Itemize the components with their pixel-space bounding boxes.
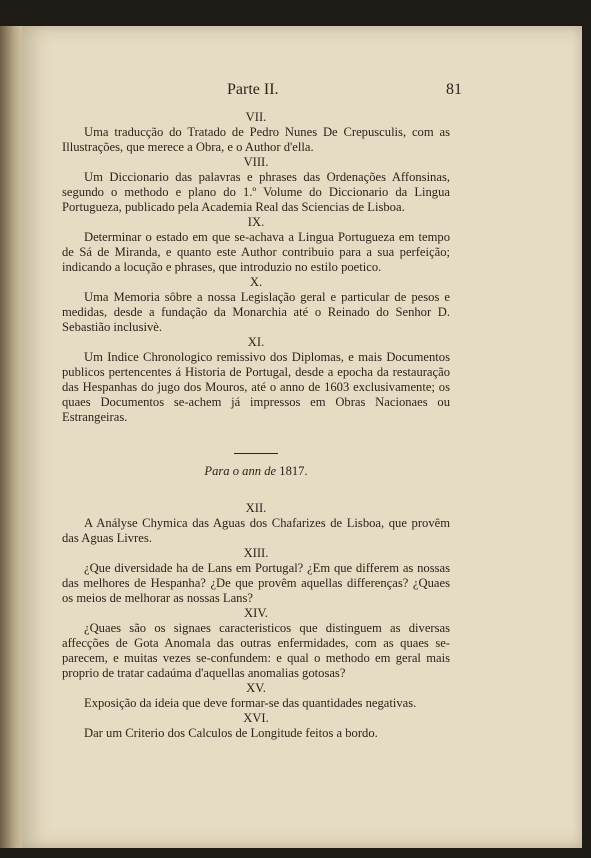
entry-x xyxy=(62,275,450,335)
entry-text: A Anályse Chymica das Aguas dos Chafarizes de Lisboa, que provêm das Aguas Livres. xyxy=(62,516,450,545)
page-number: 81 xyxy=(446,81,462,98)
entry-text: Dar um Criterio dos Calculos de Longitude feitos a bordo. xyxy=(84,726,378,740)
section-heading xyxy=(62,464,450,479)
section-divider xyxy=(234,453,278,454)
entry-text: Exposição da ideia que deve formar-se das quantidades negativas. xyxy=(84,696,417,710)
running-header xyxy=(62,81,462,108)
entries-group-1 xyxy=(62,110,450,425)
entry-number: IX. xyxy=(247,215,265,229)
section-label: Para o ann de xyxy=(204,464,277,478)
section-year: 1817. xyxy=(279,464,308,478)
entry-text: ¿Quaes são os signaes caracteristicos que distinguem as diversas affecções de Gota Anomala das outras enfermidades, com as quaes se-parecem, e muitas vezes se-confundem: e qual o methodo em geral mais proprio de tratar cadaúma d'aquellas anomalias gotosas? xyxy=(62,621,450,680)
entry-xii xyxy=(62,501,450,546)
entry-text: Determinar o estado em que se-achava a Lingua Portugueza em tempo de Sá de Miranda, e quanto este Author contribuio para a sua perfeição; indicando a locução e phrases, que introduzio no estilo poetico. xyxy=(62,230,450,274)
entry-viii xyxy=(62,155,450,215)
page-content xyxy=(62,81,462,741)
entry-vii xyxy=(62,110,450,155)
entry-number: XI. xyxy=(247,335,265,349)
entry-number: VIII. xyxy=(243,155,269,169)
entry-text: Um Indice Chronologico remissivo dos Diplomas, e mais Documentos publicos pertencentes á Historia de Portugal, desde a epocha da restauração das Hespanhas do jugo dos Mouros, até o anno de 1603 exclusivamente; os quaes Documentos se-achem já impressos em Obras Nacionaes ou Estrangeiras. xyxy=(62,350,450,424)
entry-xvi xyxy=(62,711,450,741)
entry-number: XIII. xyxy=(243,546,269,560)
entries-group-2 xyxy=(62,501,450,741)
entry-number: XII. xyxy=(245,501,267,515)
entry-xv xyxy=(62,681,450,711)
entry-number: X. xyxy=(249,275,263,289)
entry-ix xyxy=(62,215,450,275)
entry-number: XV. xyxy=(246,681,266,695)
entry-xi xyxy=(62,335,450,425)
entry-text: Uma Memoria sôbre a nossa Legislação geral e particular de pesos e medidas, desde a fundação da Monarchia até o Reinado do Senhor D. Sebastião inclusivè. xyxy=(62,290,450,334)
entry-text: Uma traducção do Tratado de Pedro Nunes De Crepusculis, com as Illustrações, que merece a Obra, e o Author d'ella. xyxy=(62,125,450,154)
entry-xiv xyxy=(62,606,450,681)
part-title: Parte II. xyxy=(227,81,279,98)
entry-text: Um Diccionario das palavras e phrases das Ordenações Affonsinas, segundo o methodo e plano do 1.º Volume do Diccionario da Lingua Portugueza, publicado pela Academia Real das Sciencias de Lisboa. xyxy=(62,170,450,214)
entry-number: XIV. xyxy=(244,606,268,620)
entry-number: VII. xyxy=(245,110,267,124)
entry-text: ¿Que diversidade ha de Lans em Portugal? ¿Em que differem as nossas das melhores de Hespanha? ¿De que provêm aquellas differenças? ¿Quaes os meios de melhorar as nossas Lans? xyxy=(62,561,450,605)
entry-number: XVI. xyxy=(243,711,269,725)
entry-xiii xyxy=(62,546,450,606)
book-spine xyxy=(0,26,24,848)
